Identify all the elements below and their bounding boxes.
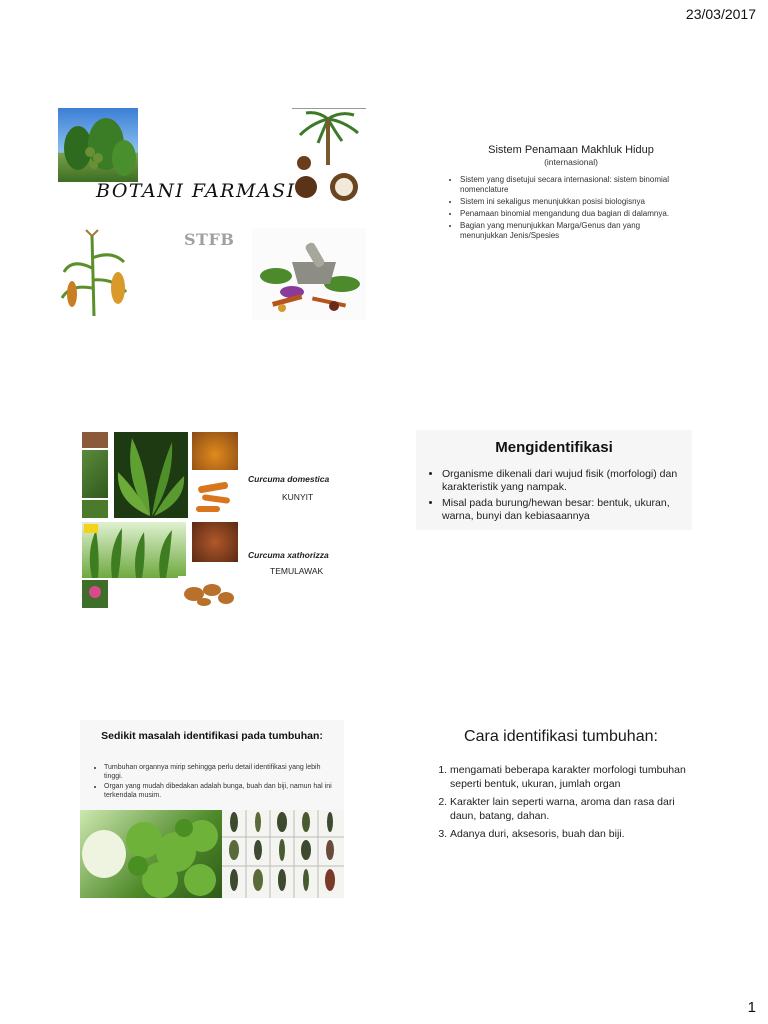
flower-photo-icon: [82, 580, 108, 608]
list-item: • Organ yang mudah dibedakan adalah bunga, buah dan biji, namun hal ini terkendala musim.: [104, 783, 340, 800]
slide6-title: Cara identifikasi tumbuhan:: [464, 728, 658, 745]
slide1-subtitle: STFB: [184, 230, 235, 249]
plant-photo-icon: [82, 450, 108, 498]
slide4-title: Mengidentifikasi: [495, 439, 613, 456]
list-item: • Tumbuhan organnya mirip sehingga perlu detail identifikasi yang lebih tinggi.: [104, 764, 340, 781]
leaf-specimen-grid-icon: [222, 810, 344, 898]
list-item: 3. Adanya duri, aksesoris, buah dan biji.: [450, 828, 690, 842]
document-date: 23/03/2017: [685, 6, 756, 22]
list-item: • Sistem yang disetujui secara internasional: sistem binomial nomenclature: [460, 175, 672, 195]
slide2-title: Sistem Penamaan Makhluk Hidup: [488, 144, 654, 156]
slide-identification-problems: [56, 720, 366, 952]
corn-illustration-icon: [58, 228, 130, 318]
slide-identification-methods: [416, 720, 726, 952]
slide-title: [56, 100, 366, 332]
leaf-photo-icon: [82, 500, 108, 518]
temulawak-slice-photo-icon: [192, 522, 238, 562]
lettuce-photo-icon: [80, 810, 222, 898]
slide-curcuma: [56, 430, 366, 662]
turmeric-powder-photo-icon: [192, 432, 238, 470]
slide-identify: [416, 430, 726, 662]
turmeric-field-photo-icon: [82, 522, 186, 578]
species-scientific-name: Curcuma domestica: [248, 474, 330, 484]
temulawak-rhizome-photo-icon: [178, 576, 238, 608]
list-item: • Penamaan binomial mengandung dua bagian di dalamnya.: [460, 209, 672, 219]
list-item: • Organisme dikenali dari wujud fisik (morfologi) dan karakteristik yang nampak.: [442, 468, 692, 494]
slide2-bullet-list: [416, 175, 672, 241]
list-item: • Misal pada burung/hewan besar: bentuk, ukuran, warna, bunyi dan kebiasaannya: [442, 497, 692, 523]
species-scientific-name: Curcuma xathorizza: [248, 550, 329, 560]
page-number: 1: [747, 999, 756, 1016]
slide6-step-list: [416, 764, 690, 847]
species-local-name: TEMULAWAK: [270, 566, 324, 576]
slide4-bullet-list: [416, 468, 692, 526]
species-local-name: KUNYIT: [282, 492, 314, 502]
list-item: 2. Karakter lain seperti warna, aroma dan rasa dari daun, batang, dahan.: [450, 796, 690, 823]
mortar-pestle-herbs-photo-icon: [252, 228, 366, 320]
slide5-title: Sedikit masalah identifikasi pada tumbuhan:: [101, 730, 323, 742]
bark-photo-icon: [82, 432, 108, 448]
slide-naming-system: [416, 100, 726, 332]
turmeric-leaf-photo-icon: [114, 432, 188, 518]
slide5-bullet-list: [80, 764, 340, 802]
list-item: • Bagian yang menunjukkan Marga/Genus dan yang menunjukkan Jenis/Spesies: [460, 221, 672, 241]
list-item: 1. mengamati beberapa karakter morfologi tumbuhan seperti bentuk, ukuran, jumlah organ: [450, 764, 690, 791]
plant-photo-icon: [58, 108, 138, 182]
list-item: • Sistem ini sekaligus menunjukkan posisi biologisnya: [460, 197, 672, 207]
slide2-subtitle: (internasional): [544, 157, 598, 167]
coconut-palm-illustration-icon: [292, 108, 366, 203]
slide1-title: BOTANI FARMASI: [96, 180, 296, 202]
turmeric-rhizome-photo-icon: [192, 474, 238, 518]
